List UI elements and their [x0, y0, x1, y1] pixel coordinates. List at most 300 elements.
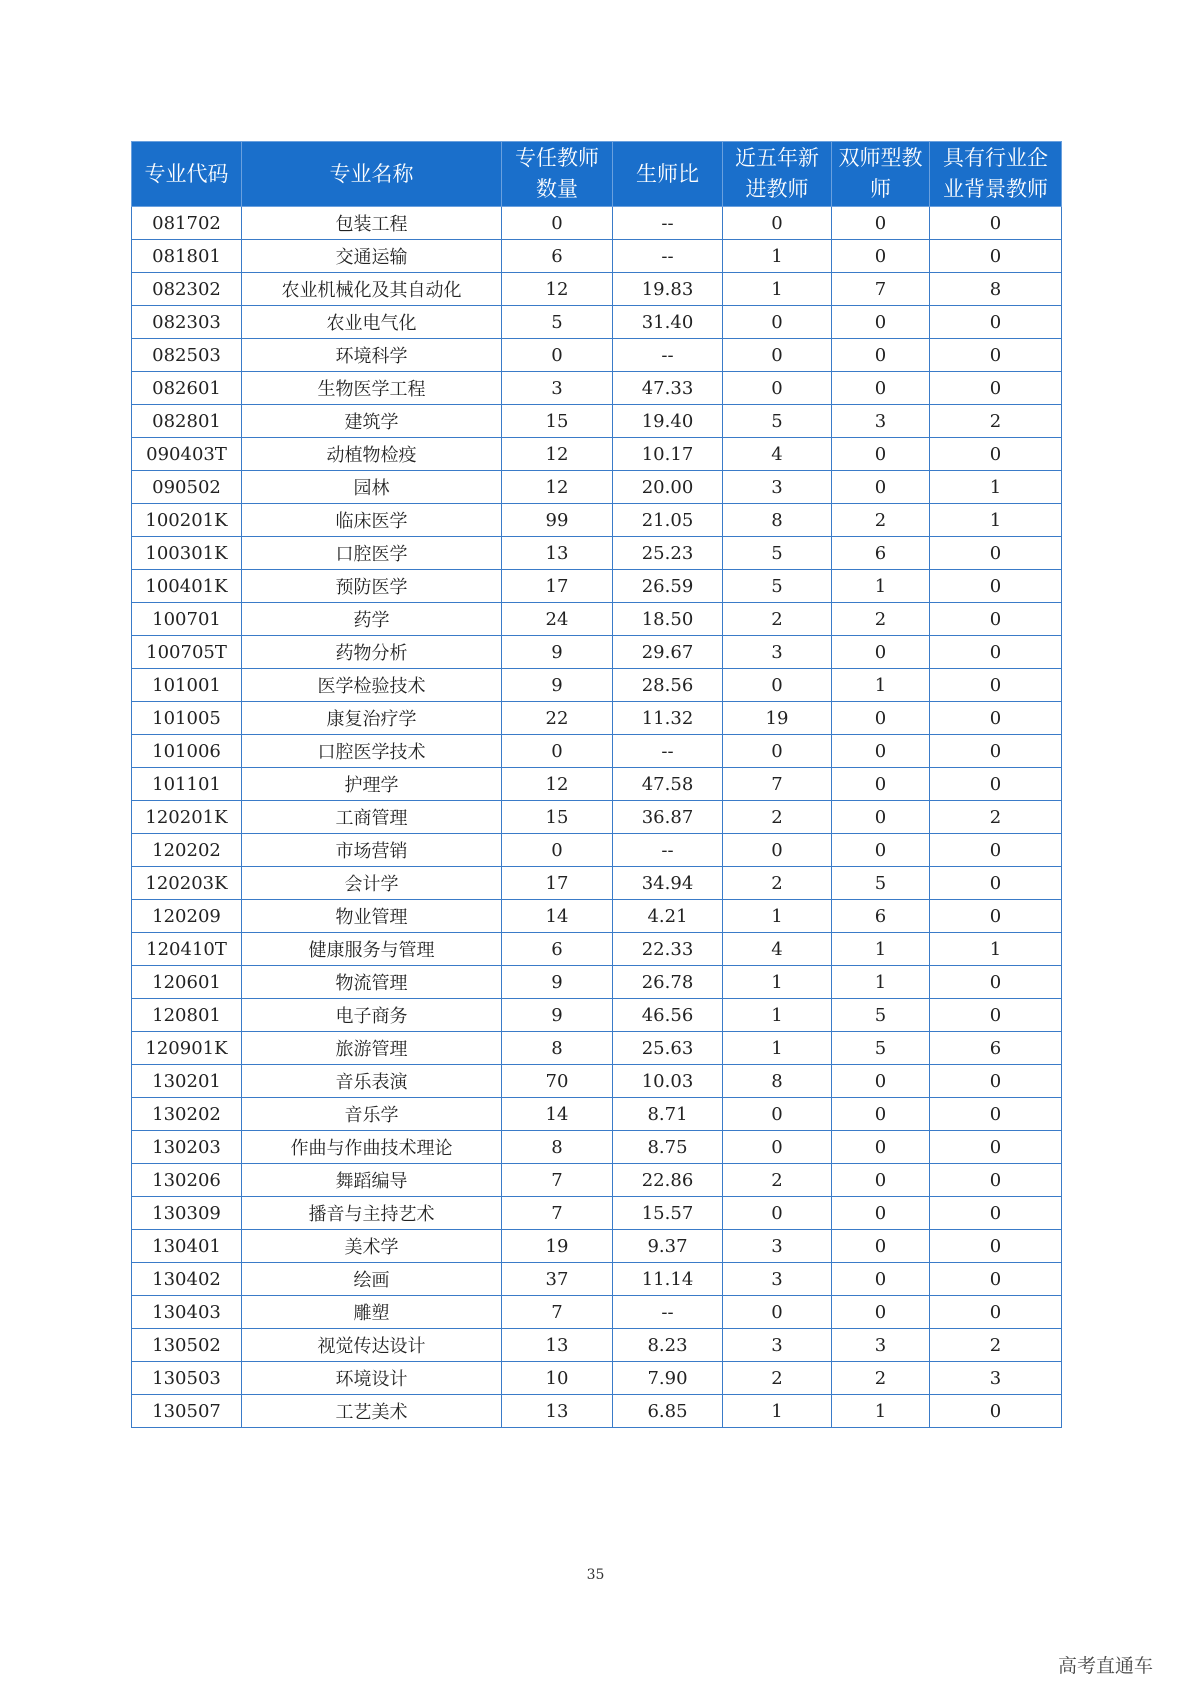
major-name-cell: 视觉传达设计	[242, 1329, 502, 1362]
major-code-cell: 120801	[132, 999, 242, 1032]
industry-background-cell: 0	[930, 966, 1062, 999]
header-dual-qualified-teachers: 双师型教师	[832, 142, 930, 207]
dual-qualified-cell: 5	[832, 1032, 930, 1065]
major-name-cell: 交通运输	[242, 240, 502, 273]
major-code-cell: 082302	[132, 273, 242, 306]
major-name-cell: 生物医学工程	[242, 372, 502, 405]
student-teacher-ratio-cell: 19.40	[613, 405, 723, 438]
table-row	[132, 1131, 1062, 1164]
table-row	[132, 1263, 1062, 1296]
full-time-teachers-cell: 9	[502, 669, 613, 702]
major-name-cell: 环境科学	[242, 339, 502, 372]
dual-qualified-cell: 0	[832, 702, 930, 735]
student-teacher-ratio-cell: 46.56	[613, 999, 723, 1032]
industry-background-cell: 0	[930, 702, 1062, 735]
dual-qualified-cell: 2	[832, 603, 930, 636]
full-time-teachers-cell: 6	[502, 933, 613, 966]
table-row	[132, 1164, 1062, 1197]
new-teachers-cell: 3	[723, 471, 832, 504]
industry-background-cell: 0	[930, 603, 1062, 636]
major-code-cell: 081702	[132, 207, 242, 240]
student-teacher-ratio-cell: 10.03	[613, 1065, 723, 1098]
full-time-teachers-cell: 8	[502, 1032, 613, 1065]
student-teacher-ratio-cell: --	[613, 834, 723, 867]
major-name-cell: 雕塑	[242, 1296, 502, 1329]
dual-qualified-cell: 0	[832, 1164, 930, 1197]
table-body	[132, 207, 1062, 1428]
full-time-teachers-cell: 3	[502, 372, 613, 405]
student-teacher-ratio-cell: 10.17	[613, 438, 723, 471]
new-teachers-cell: 5	[723, 405, 832, 438]
full-time-teachers-cell: 10	[502, 1362, 613, 1395]
new-teachers-cell: 5	[723, 570, 832, 603]
table-row	[132, 372, 1062, 405]
new-teachers-cell: 2	[723, 1164, 832, 1197]
major-code-cell: 120901K	[132, 1032, 242, 1065]
student-teacher-ratio-cell: 29.67	[613, 636, 723, 669]
table-row	[132, 1230, 1062, 1263]
full-time-teachers-cell: 15	[502, 405, 613, 438]
full-time-teachers-cell: 0	[502, 735, 613, 768]
major-code-cell: 120202	[132, 834, 242, 867]
major-name-cell: 作曲与作曲技术理论	[242, 1131, 502, 1164]
new-teachers-cell: 7	[723, 768, 832, 801]
student-teacher-ratio-cell: 26.78	[613, 966, 723, 999]
major-code-cell: 101001	[132, 669, 242, 702]
industry-background-cell: 0	[930, 1230, 1062, 1263]
major-code-cell: 082601	[132, 372, 242, 405]
full-time-teachers-cell: 17	[502, 867, 613, 900]
table-row	[132, 933, 1062, 966]
new-teachers-cell: 0	[723, 1131, 832, 1164]
major-name-cell: 环境设计	[242, 1362, 502, 1395]
major-name-cell: 药物分析	[242, 636, 502, 669]
dual-qualified-cell: 0	[832, 1065, 930, 1098]
full-time-teachers-cell: 19	[502, 1230, 613, 1263]
dual-qualified-cell: 0	[832, 1230, 930, 1263]
student-teacher-ratio-cell: 25.23	[613, 537, 723, 570]
dual-qualified-cell: 0	[832, 438, 930, 471]
industry-background-cell: 3	[930, 1362, 1062, 1395]
full-time-teachers-cell: 6	[502, 240, 613, 273]
new-teachers-cell: 4	[723, 933, 832, 966]
major-code-cell: 101006	[132, 735, 242, 768]
full-time-teachers-cell: 7	[502, 1296, 613, 1329]
industry-background-cell: 1	[930, 504, 1062, 537]
table-row	[132, 603, 1062, 636]
table-row	[132, 966, 1062, 999]
table-row	[132, 504, 1062, 537]
new-teachers-cell: 4	[723, 438, 832, 471]
dual-qualified-cell: 0	[832, 471, 930, 504]
industry-background-cell: 0	[930, 207, 1062, 240]
major-name-cell: 园林	[242, 471, 502, 504]
page-number: 35	[586, 1567, 605, 1583]
industry-background-cell: 2	[930, 405, 1062, 438]
industry-background-cell: 0	[930, 570, 1062, 603]
full-time-teachers-cell: 7	[502, 1197, 613, 1230]
new-teachers-cell: 3	[723, 1263, 832, 1296]
table-row	[132, 1296, 1062, 1329]
major-code-cell: 130502	[132, 1329, 242, 1362]
table-row	[132, 240, 1062, 273]
dual-qualified-cell: 0	[832, 1098, 930, 1131]
dual-qualified-cell: 0	[832, 768, 930, 801]
student-teacher-ratio-cell: --	[613, 735, 723, 768]
major-name-cell: 健康服务与管理	[242, 933, 502, 966]
major-code-cell: 100201K	[132, 504, 242, 537]
new-teachers-cell: 1	[723, 999, 832, 1032]
dual-qualified-cell: 0	[832, 636, 930, 669]
table-row	[132, 1395, 1062, 1428]
full-time-teachers-cell: 13	[502, 1395, 613, 1428]
new-teachers-cell: 2	[723, 1362, 832, 1395]
table-row	[132, 768, 1062, 801]
student-teacher-ratio-cell: 19.83	[613, 273, 723, 306]
dual-qualified-cell: 0	[832, 1296, 930, 1329]
student-teacher-ratio-cell: 15.57	[613, 1197, 723, 1230]
dual-qualified-cell: 1	[832, 933, 930, 966]
major-code-cell: 130503	[132, 1362, 242, 1395]
industry-background-cell: 0	[930, 1263, 1062, 1296]
dual-qualified-cell: 2	[832, 504, 930, 537]
industry-background-cell: 1	[930, 471, 1062, 504]
major-name-cell: 音乐表演	[242, 1065, 502, 1098]
major-name-cell: 舞蹈编导	[242, 1164, 502, 1197]
major-code-cell: 082303	[132, 306, 242, 339]
major-name-cell: 市场营销	[242, 834, 502, 867]
new-teachers-cell: 0	[723, 372, 832, 405]
table-row	[132, 1098, 1062, 1131]
dual-qualified-cell: 3	[832, 405, 930, 438]
table-row	[132, 306, 1062, 339]
new-teachers-cell: 8	[723, 1065, 832, 1098]
major-name-cell: 美术学	[242, 1230, 502, 1263]
major-name-cell: 绘画	[242, 1263, 502, 1296]
table-row	[132, 867, 1062, 900]
new-teachers-cell: 0	[723, 207, 832, 240]
dual-qualified-cell: 0	[832, 372, 930, 405]
dual-qualified-cell: 6	[832, 537, 930, 570]
major-name-cell: 药学	[242, 603, 502, 636]
major-name-cell: 口腔医学技术	[242, 735, 502, 768]
major-code-cell: 090403T	[132, 438, 242, 471]
major-name-cell: 播音与主持艺术	[242, 1197, 502, 1230]
dual-qualified-cell: 5	[832, 999, 930, 1032]
student-teacher-ratio-cell: 47.33	[613, 372, 723, 405]
dual-qualified-cell: 0	[832, 801, 930, 834]
student-teacher-ratio-cell: 28.56	[613, 669, 723, 702]
table-row	[132, 471, 1062, 504]
table-row	[132, 537, 1062, 570]
major-code-cell: 100701	[132, 603, 242, 636]
table-row	[132, 900, 1062, 933]
table-row	[132, 801, 1062, 834]
industry-background-cell: 2	[930, 1329, 1062, 1362]
table-row	[132, 1032, 1062, 1065]
major-code-cell: 130201	[132, 1065, 242, 1098]
major-name-cell: 康复治疗学	[242, 702, 502, 735]
full-time-teachers-cell: 7	[502, 1164, 613, 1197]
major-name-cell: 动植物检疫	[242, 438, 502, 471]
student-teacher-ratio-cell: 25.63	[613, 1032, 723, 1065]
full-time-teachers-cell: 8	[502, 1131, 613, 1164]
major-code-cell: 130401	[132, 1230, 242, 1263]
new-teachers-cell: 2	[723, 801, 832, 834]
header-full-time-teachers: 专任教师数量	[502, 142, 613, 207]
table-row	[132, 1329, 1062, 1362]
student-teacher-ratio-cell: 18.50	[613, 603, 723, 636]
dual-qualified-cell: 1	[832, 1395, 930, 1428]
student-teacher-ratio-cell: 11.32	[613, 702, 723, 735]
student-teacher-ratio-cell: --	[613, 240, 723, 273]
full-time-teachers-cell: 0	[502, 207, 613, 240]
major-code-cell: 120410T	[132, 933, 242, 966]
major-code-cell: 082503	[132, 339, 242, 372]
industry-background-cell: 0	[930, 636, 1062, 669]
full-time-teachers-cell: 24	[502, 603, 613, 636]
new-teachers-cell: 1	[723, 273, 832, 306]
new-teachers-cell: 0	[723, 834, 832, 867]
major-name-cell: 音乐学	[242, 1098, 502, 1131]
industry-background-cell: 0	[930, 372, 1062, 405]
student-teacher-ratio-cell: 31.40	[613, 306, 723, 339]
major-name-cell: 农业机械化及其自动化	[242, 273, 502, 306]
full-time-teachers-cell: 17	[502, 570, 613, 603]
student-teacher-ratio-cell: 22.33	[613, 933, 723, 966]
dual-qualified-cell: 1	[832, 966, 930, 999]
major-name-cell: 工商管理	[242, 801, 502, 834]
table-row	[132, 834, 1062, 867]
table-row	[132, 735, 1062, 768]
table-row	[132, 273, 1062, 306]
table-row	[132, 1197, 1062, 1230]
dual-qualified-cell: 0	[832, 306, 930, 339]
major-name-cell: 电子商务	[242, 999, 502, 1032]
major-code-cell: 130402	[132, 1263, 242, 1296]
major-name-cell: 物业管理	[242, 900, 502, 933]
industry-background-cell: 6	[930, 1032, 1062, 1065]
full-time-teachers-cell: 9	[502, 966, 613, 999]
major-code-cell: 130309	[132, 1197, 242, 1230]
table-row	[132, 999, 1062, 1032]
new-teachers-cell: 3	[723, 636, 832, 669]
full-time-teachers-cell: 0	[502, 834, 613, 867]
student-teacher-ratio-cell: 4.21	[613, 900, 723, 933]
major-code-cell: 120601	[132, 966, 242, 999]
major-name-cell: 护理学	[242, 768, 502, 801]
industry-background-cell: 0	[930, 438, 1062, 471]
student-teacher-ratio-cell: 8.71	[613, 1098, 723, 1131]
new-teachers-cell: 0	[723, 669, 832, 702]
header-student-teacher-ratio: 生师比	[613, 142, 723, 207]
major-code-cell: 130507	[132, 1395, 242, 1428]
new-teachers-cell: 19	[723, 702, 832, 735]
table-row	[132, 339, 1062, 372]
new-teachers-cell: 2	[723, 603, 832, 636]
major-name-cell: 会计学	[242, 867, 502, 900]
student-teacher-ratio-cell: --	[613, 339, 723, 372]
industry-background-cell: 0	[930, 1065, 1062, 1098]
full-time-teachers-cell: 14	[502, 1098, 613, 1131]
table-row	[132, 702, 1062, 735]
major-name-cell: 旅游管理	[242, 1032, 502, 1065]
header-industry-background-teachers: 具有行业企业背景教师	[930, 142, 1062, 207]
industry-background-cell: 0	[930, 900, 1062, 933]
major-code-cell: 100401K	[132, 570, 242, 603]
major-code-cell: 100705T	[132, 636, 242, 669]
table-header-row	[132, 142, 1062, 207]
new-teachers-cell: 0	[723, 339, 832, 372]
student-teacher-ratio-cell: 8.23	[613, 1329, 723, 1362]
major-name-cell: 医学检验技术	[242, 669, 502, 702]
industry-background-cell: 0	[930, 1164, 1062, 1197]
major-code-cell: 120203K	[132, 867, 242, 900]
student-teacher-ratio-cell: 36.87	[613, 801, 723, 834]
student-teacher-ratio-cell: 6.85	[613, 1395, 723, 1428]
student-teacher-ratio-cell: 34.94	[613, 867, 723, 900]
major-name-cell: 预防医学	[242, 570, 502, 603]
dual-qualified-cell: 3	[832, 1329, 930, 1362]
industry-background-cell: 0	[930, 1296, 1062, 1329]
new-teachers-cell: 0	[723, 1098, 832, 1131]
student-teacher-ratio-cell: --	[613, 1296, 723, 1329]
new-teachers-cell: 1	[723, 1032, 832, 1065]
new-teachers-cell: 1	[723, 240, 832, 273]
full-time-teachers-cell: 13	[502, 537, 613, 570]
table-row	[132, 1065, 1062, 1098]
major-code-cell: 082801	[132, 405, 242, 438]
industry-background-cell: 0	[930, 240, 1062, 273]
industry-background-cell: 0	[930, 834, 1062, 867]
table-row	[132, 570, 1062, 603]
major-code-cell: 130206	[132, 1164, 242, 1197]
full-time-teachers-cell: 37	[502, 1263, 613, 1296]
industry-background-cell: 0	[930, 1131, 1062, 1164]
new-teachers-cell: 5	[723, 537, 832, 570]
industry-background-cell: 0	[930, 768, 1062, 801]
header-major-code: 专业代码	[132, 142, 242, 207]
major-code-cell: 130403	[132, 1296, 242, 1329]
full-time-teachers-cell: 12	[502, 768, 613, 801]
full-time-teachers-cell: 22	[502, 702, 613, 735]
table-row	[132, 207, 1062, 240]
new-teachers-cell: 0	[723, 735, 832, 768]
dual-qualified-cell: 0	[832, 207, 930, 240]
student-teacher-ratio-cell: 47.58	[613, 768, 723, 801]
full-time-teachers-cell: 9	[502, 636, 613, 669]
table-row	[132, 405, 1062, 438]
major-code-cell: 120209	[132, 900, 242, 933]
table-row	[132, 1362, 1062, 1395]
student-teacher-ratio-cell: 20.00	[613, 471, 723, 504]
new-teachers-cell: 1	[723, 1395, 832, 1428]
watermark-text: 高考直通车	[1057, 1655, 1153, 1677]
new-teachers-cell: 0	[723, 1197, 832, 1230]
dual-qualified-cell: 1	[832, 669, 930, 702]
major-code-cell: 100301K	[132, 537, 242, 570]
major-code-cell: 130203	[132, 1131, 242, 1164]
industry-background-cell: 0	[930, 867, 1062, 900]
industry-background-cell: 1	[930, 933, 1062, 966]
full-time-teachers-cell: 9	[502, 999, 613, 1032]
major-code-cell: 130202	[132, 1098, 242, 1131]
new-teachers-cell: 0	[723, 306, 832, 339]
dual-qualified-cell: 2	[832, 1362, 930, 1395]
dual-qualified-cell: 5	[832, 867, 930, 900]
dual-qualified-cell: 6	[832, 900, 930, 933]
new-teachers-cell: 0	[723, 1296, 832, 1329]
major-name-cell: 物流管理	[242, 966, 502, 999]
major-name-cell: 建筑学	[242, 405, 502, 438]
industry-background-cell: 0	[930, 537, 1062, 570]
full-time-teachers-cell: 0	[502, 339, 613, 372]
new-teachers-cell: 3	[723, 1230, 832, 1263]
major-name-cell: 包装工程	[242, 207, 502, 240]
dual-qualified-cell: 0	[832, 1131, 930, 1164]
major-code-cell: 120201K	[132, 801, 242, 834]
major-name-cell: 临床医学	[242, 504, 502, 537]
dual-qualified-cell: 0	[832, 735, 930, 768]
dual-qualified-cell: 0	[832, 1197, 930, 1230]
major-name-cell: 工艺美术	[242, 1395, 502, 1428]
industry-background-cell: 0	[930, 1395, 1062, 1428]
industry-background-cell: 0	[930, 339, 1062, 372]
industry-background-cell: 0	[930, 669, 1062, 702]
major-code-cell: 101005	[132, 702, 242, 735]
new-teachers-cell: 8	[723, 504, 832, 537]
table-row	[132, 636, 1062, 669]
dual-qualified-cell: 0	[832, 240, 930, 273]
full-time-teachers-cell: 14	[502, 900, 613, 933]
student-teacher-ratio-cell: 8.75	[613, 1131, 723, 1164]
major-code-cell: 101101	[132, 768, 242, 801]
full-time-teachers-cell: 12	[502, 438, 613, 471]
full-time-teachers-cell: 12	[502, 471, 613, 504]
dual-qualified-cell: 0	[832, 339, 930, 372]
full-time-teachers-cell: 15	[502, 801, 613, 834]
student-teacher-ratio-cell: 26.59	[613, 570, 723, 603]
industry-background-cell: 2	[930, 801, 1062, 834]
industry-background-cell: 8	[930, 273, 1062, 306]
table-row	[132, 438, 1062, 471]
full-time-teachers-cell: 70	[502, 1065, 613, 1098]
industry-background-cell: 0	[930, 306, 1062, 339]
dual-qualified-cell: 0	[832, 1263, 930, 1296]
industry-background-cell: 0	[930, 1197, 1062, 1230]
header-major-name: 专业名称	[242, 142, 502, 207]
student-teacher-ratio-cell: 21.05	[613, 504, 723, 537]
student-teacher-ratio-cell: --	[613, 207, 723, 240]
dual-qualified-cell: 1	[832, 570, 930, 603]
full-time-teachers-cell: 13	[502, 1329, 613, 1362]
student-teacher-ratio-cell: 22.86	[613, 1164, 723, 1197]
table-row	[132, 669, 1062, 702]
major-code-cell: 090502	[132, 471, 242, 504]
dual-qualified-cell: 0	[832, 834, 930, 867]
new-teachers-cell: 1	[723, 966, 832, 999]
full-time-teachers-cell: 99	[502, 504, 613, 537]
major-code-cell: 081801	[132, 240, 242, 273]
industry-background-cell: 0	[930, 999, 1062, 1032]
new-teachers-cell: 1	[723, 900, 832, 933]
new-teachers-cell: 2	[723, 867, 832, 900]
new-teachers-cell: 3	[723, 1329, 832, 1362]
header-new-teachers-five-years: 近五年新进教师	[723, 142, 832, 207]
industry-background-cell: 0	[930, 1098, 1062, 1131]
full-time-teachers-cell: 12	[502, 273, 613, 306]
industry-background-cell: 0	[930, 735, 1062, 768]
